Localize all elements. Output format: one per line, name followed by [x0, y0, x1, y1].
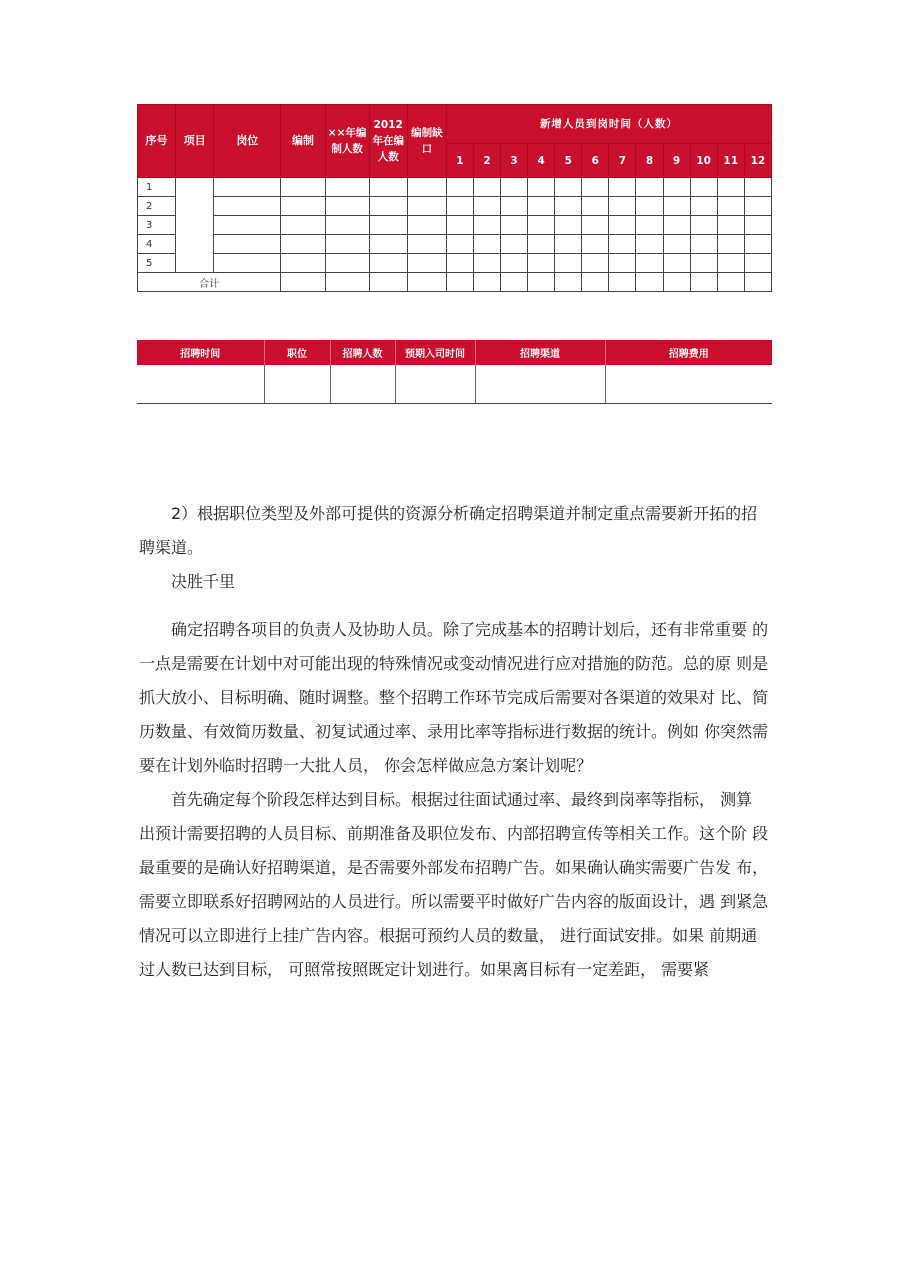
header-month: 9: [663, 144, 690, 178]
header-month: 8: [636, 144, 663, 178]
total-row: [138, 273, 772, 292]
section-heading: 决胜千里: [171, 572, 236, 591]
header-staffing: 编制: [281, 105, 325, 178]
header-project: 项目: [176, 105, 214, 178]
header-channel: 招聘渠道: [475, 340, 605, 365]
table-row: [138, 178, 772, 197]
table-row: [138, 216, 772, 235]
row-seq: 4: [138, 235, 176, 254]
row-seq: 2: [138, 197, 176, 216]
header-job: 职位: [264, 340, 330, 365]
header-expected-join: 预期入司时间: [395, 340, 475, 365]
header-current-staff: 2012年在编人数: [369, 105, 407, 178]
paragraph-responsibility: 确定招聘各项目的负责人及协助人员。除了完成基本的招聘计划后，还有非常重要 的一点是需要在计划中对可能出现的特殊情况或变动情况进行应对措施的防范。总的原 则是抓大放小、目标明确、随时调整。整个招聘工作环节完成后需要对各渠道的效果对 比、简历数量、有效简历数量、初复试通过率、录用比率等指标进行数据的统计。例如 你突然需要在计划外临时招聘一大批人员， 你会怎样做应急方案计划呢？: [139, 620, 769, 775]
header-month: 2: [473, 144, 500, 178]
header-month: 11: [717, 144, 744, 178]
header-position: 岗位: [214, 105, 281, 178]
header-seq: 序号: [138, 105, 176, 178]
row-seq: 5: [138, 254, 176, 273]
paragraph-channels: 2）根据职位类型及外部可提供的资源分析确定招聘渠道并制定重点需要新开拓的招聘渠道。: [139, 504, 758, 557]
recruitment-schedule-table: [137, 340, 772, 404]
header-gap: 编制缺口: [407, 105, 446, 178]
header-prev-year-staffing: ××年编制人数: [325, 105, 369, 178]
header-month: 10: [690, 144, 717, 178]
paragraph-stage-goals: 首先确定每个阶段怎样达到目标。根据过往面试通过率、最终到岗率等指标， 测算 出预计需要招聘的人员目标、前期准备及职位发布、内部招聘宣传等相关工作。这个阶 段最重要的是确认好招聘渠道，是否需要外部发布招聘广告。如果确认确实需要广告发 布，需要立即联系好招聘网站的人员进行。所以需要平时做好广告内容的版面设计，遇 到紧急情况可以立即进行上挂广告内容。根据可预约人员的数量， 进行面试安排。如果 前期通过人数已达到目标， 可照常按照既定计划进行。如果离目标有一定差距， 需要紧: [139, 790, 769, 979]
header-month: 4: [528, 144, 555, 178]
table-row: [138, 235, 772, 254]
header-month: 3: [501, 144, 528, 178]
header-recruit-time: 招聘时间: [137, 340, 264, 365]
header-arrival-time: 新增人员到岗时间（人数）: [446, 105, 771, 144]
body-text: [139, 497, 773, 987]
total-label: 合计: [138, 273, 281, 292]
header-month: 1: [446, 144, 473, 178]
table-row: [138, 197, 772, 216]
header-month: 5: [555, 144, 582, 178]
table-row: [138, 254, 772, 273]
project-cell: [176, 178, 214, 273]
table-row: [137, 365, 772, 404]
staffing-plan-table: [137, 104, 772, 292]
header-month: 7: [609, 144, 636, 178]
header-cost: 招聘费用: [605, 340, 772, 365]
header-month: 12: [744, 144, 771, 178]
row-seq: 3: [138, 216, 176, 235]
header-headcount: 招聘人数: [330, 340, 395, 365]
row-seq: 1: [138, 178, 176, 197]
header-month: 6: [582, 144, 609, 178]
